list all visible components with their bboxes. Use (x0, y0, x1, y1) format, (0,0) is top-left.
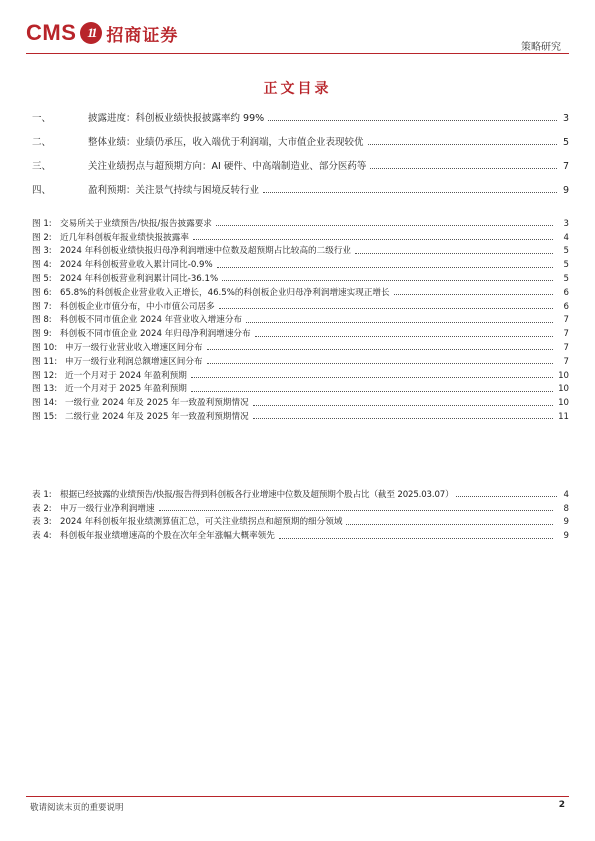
table-entry[interactable] (32, 514, 569, 528)
figure-page: 5 (563, 260, 569, 271)
leader-dots (346, 524, 553, 525)
logo-chinese-name: 招商证券 (106, 25, 179, 46)
table-label: 表 3: (32, 517, 52, 528)
figure-title: 交易所关于业绩预告/快报/报告披露要求 (60, 218, 212, 229)
figure-title: 科创板不同市值企业 2024 年营业收入增速分布 (60, 315, 243, 326)
company-logo (26, 20, 178, 46)
leader-dots (263, 192, 557, 193)
leader-dots (216, 225, 553, 226)
toc-page: 9 (562, 185, 569, 196)
figure-label: 图 10: (32, 342, 58, 353)
figure-label: 图 1: (32, 218, 52, 229)
figure-page: 7 (563, 315, 569, 326)
logo-seal-text: 11 (87, 25, 96, 40)
figure-label: 图 5: (32, 273, 52, 284)
page-title: 正文目录 (263, 81, 332, 97)
figure-label: 图 12: (32, 370, 58, 381)
leader-dots (279, 538, 553, 539)
toc-entry[interactable] (32, 172, 569, 196)
figure-label: 图 7: (32, 301, 52, 312)
figure-page: 7 (563, 342, 569, 353)
leader-dots (246, 322, 553, 323)
toc-entry[interactable] (32, 124, 569, 148)
table-title: 根据已经披露的业绩预告/快报/报告得到科创板各行业增速中位数及超预期个股占比（截至 2025.03.07） (60, 489, 454, 500)
toc-entry[interactable] (32, 148, 569, 172)
figure-label: 图 4: (32, 260, 52, 271)
figure-page: 4 (563, 232, 569, 243)
table-title: 申万一级行业净利润增速 (60, 503, 155, 514)
toc-text: 盈利预期：关注景气持续与困境反转行业 (88, 185, 260, 196)
leader-dots (159, 510, 553, 511)
figure-label: 图 9: (32, 329, 52, 340)
figure-label: 图 13: (32, 384, 58, 395)
table-label: 表 4: (32, 531, 52, 542)
figure-list (32, 215, 569, 422)
figure-label: 图 8: (32, 315, 52, 326)
figure-label: 图 15: (32, 411, 58, 422)
leader-dots (368, 144, 557, 145)
leader-dots (191, 377, 553, 378)
leader-dots (207, 363, 553, 364)
figure-title: 申万一级行业营业收入增速区间分布 (65, 342, 203, 353)
leader-dots (253, 418, 553, 419)
table-page: 4 (563, 489, 569, 500)
toc-number: 二、 (32, 137, 52, 148)
table-page: 8 (563, 503, 569, 514)
figure-title: 近一个月对于 2024 年盈利预期 (65, 370, 187, 381)
toc-text: 整体业绩：业绩仍承压，收入端优于利润端，大市值企业表现较优 (88, 137, 364, 148)
table-page: 9 (563, 517, 569, 528)
figure-title: 科创板不同市值企业 2024 年归母净利润增速分布 (60, 329, 251, 340)
figure-entry[interactable] (32, 408, 569, 422)
toc-number: 三、 (32, 161, 52, 172)
toc-number: 四、 (32, 185, 52, 196)
leader-dots (207, 349, 553, 350)
figure-title: 近一个月对于 2025 年盈利预期 (65, 384, 187, 395)
table-of-contents (32, 100, 569, 196)
table-entry[interactable] (32, 500, 569, 514)
figure-page: 10 (558, 398, 569, 409)
toc-number: 一、 (32, 113, 52, 124)
table-label: 表 1: (32, 489, 52, 500)
page-header (0, 0, 595, 60)
figure-title: 申万一级行业利润总额增速区间分布 (65, 356, 203, 367)
report-category: 策略研究 (521, 42, 561, 53)
figure-entry[interactable] (32, 229, 569, 243)
figure-entry[interactable] (32, 367, 569, 381)
leader-dots (191, 391, 553, 392)
figure-title: 近几年科创板年报业绩快报披露率 (60, 232, 189, 243)
figure-entry[interactable] (32, 284, 569, 298)
figure-title: 2024 年科创板营业利润累计同比-36.1% (60, 273, 219, 284)
header-divider (26, 53, 569, 54)
leader-dots (456, 496, 557, 497)
figure-page: 3 (563, 218, 569, 229)
leader-dots (255, 336, 553, 337)
toc-entry[interactable] (32, 100, 569, 124)
figure-page: 7 (563, 356, 569, 367)
table-title: 科创板年报业绩增速高的个股在次年全年涨幅大概率领先 (60, 531, 275, 542)
figure-title: 科创板企业市值分布，中小市值公司居多 (60, 301, 215, 312)
figure-label: 图 14: (32, 398, 58, 409)
figure-entry[interactable] (32, 339, 569, 353)
footer-divider (26, 796, 569, 797)
figure-title: 65.8%的科创板企业营业收入正增长，46.5%的科创板企业归母净利润增速实现正增长 (60, 287, 390, 298)
table-list (32, 486, 569, 541)
leader-dots (222, 280, 553, 281)
toc-text: 披露进度：科创板业绩快报披露率约 99% (88, 113, 265, 124)
toc-page: 7 (562, 161, 569, 172)
leader-dots (217, 267, 553, 268)
leader-dots (268, 120, 557, 121)
figure-entry[interactable] (32, 298, 569, 312)
disclaimer-note: 敬请阅读末页的重要说明 (30, 803, 124, 813)
leader-dots (253, 405, 553, 406)
figure-entry[interactable] (32, 215, 569, 229)
figure-page: 10 (558, 370, 569, 381)
table-entry[interactable] (32, 527, 569, 541)
figure-title: 2024 年科创板营业收入累计同比-0.9% (60, 260, 213, 271)
table-page: 9 (563, 531, 569, 542)
figure-label: 图 3: (32, 246, 52, 257)
figure-page: 6 (563, 287, 569, 298)
figure-entry[interactable] (32, 270, 569, 284)
leader-dots (355, 253, 553, 254)
figure-page: 6 (563, 301, 569, 312)
leader-dots (219, 308, 553, 309)
figure-title: 一级行业 2024 年及 2025 年一致盈利预期情况 (65, 398, 249, 409)
figure-page: 5 (563, 246, 569, 257)
figure-entry[interactable] (32, 325, 569, 339)
logo-seal-icon (80, 22, 102, 44)
figure-page: 10 (558, 384, 569, 395)
leader-dots (394, 294, 553, 295)
figure-page: 7 (563, 329, 569, 340)
figure-page: 5 (563, 273, 569, 284)
figure-entry[interactable] (32, 243, 569, 257)
toc-text: 关注业绩拐点与超预期方向：AI 硬件、中高端制造业、部分医药等 (88, 161, 367, 172)
figure-entry[interactable] (32, 312, 569, 326)
figure-entry[interactable] (32, 394, 569, 408)
table-title: 2024 年科创板年报业绩测算值汇总，可关注业绩拐点和超预期的细分领域 (60, 517, 343, 528)
figure-title: 2024 年科创板业绩快报归母净利润增速中位数及超预期占比较高的二级行业 (60, 246, 352, 257)
page-number: 2 (558, 800, 565, 810)
toc-page: 3 (562, 113, 569, 124)
logo-cms-text: CMS (26, 20, 77, 45)
figure-label: 图 2: (32, 232, 52, 243)
table-entry[interactable] (32, 486, 569, 500)
figure-label: 图 6: (32, 287, 52, 298)
figure-entry[interactable] (32, 381, 569, 395)
figure-entry[interactable] (32, 353, 569, 367)
figure-label: 图 11: (32, 356, 58, 367)
toc-page: 5 (562, 137, 569, 148)
figure-page: 11 (558, 411, 569, 422)
leader-dots (193, 239, 553, 240)
table-label: 表 2: (32, 503, 52, 514)
figure-entry[interactable] (32, 256, 569, 270)
figure-title: 二级行业 2024 年及 2025 年一致盈利预期情况 (65, 411, 249, 422)
leader-dots (370, 168, 557, 169)
